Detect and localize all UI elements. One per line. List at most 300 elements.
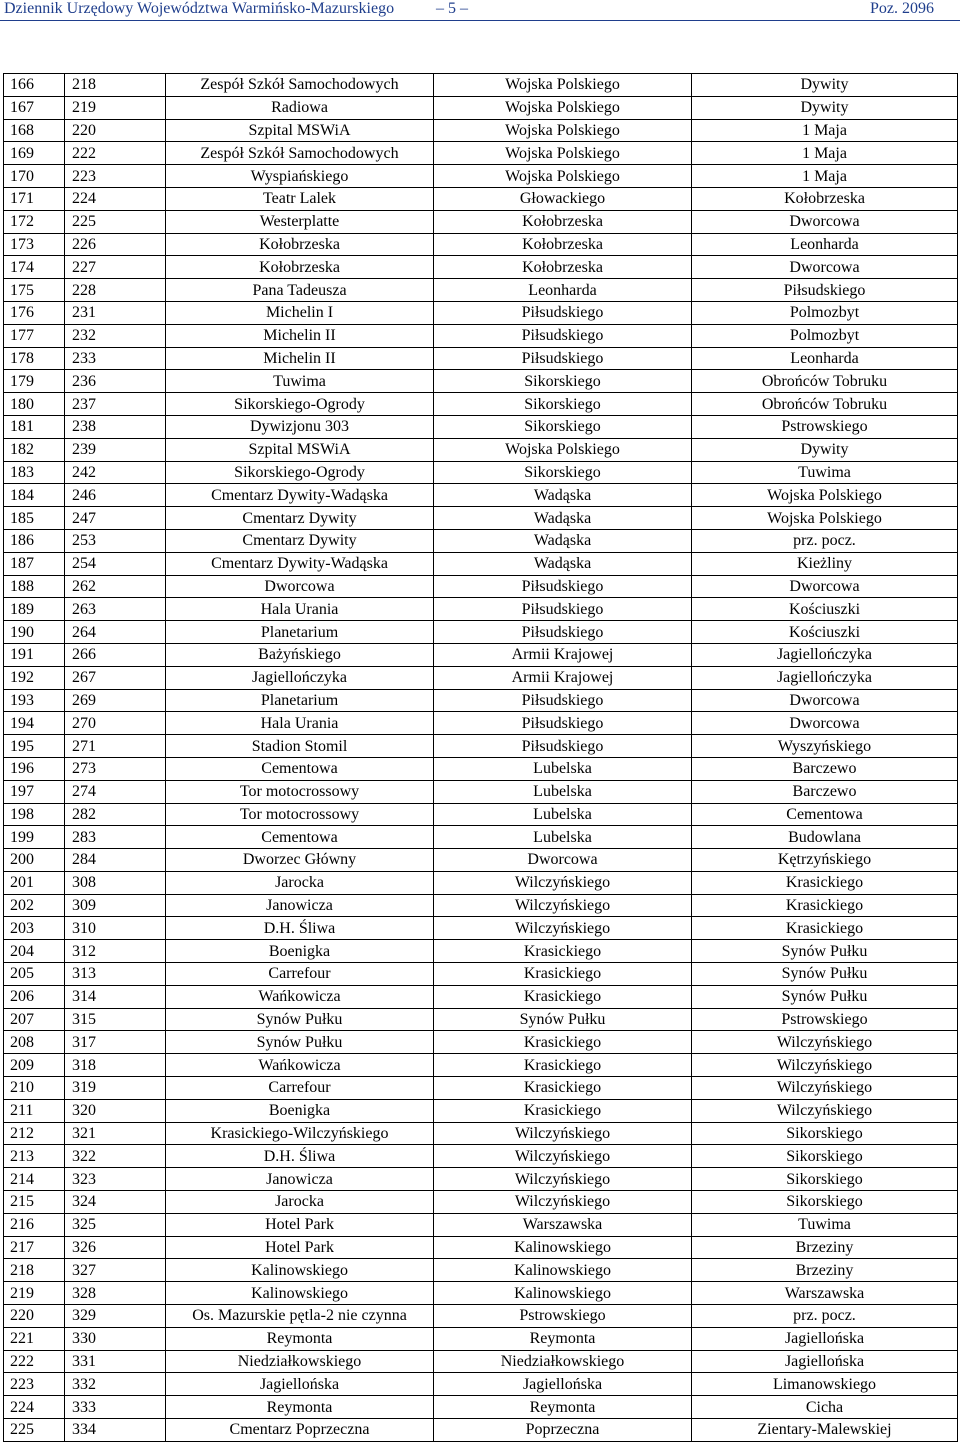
- cell-stop-name: Kalinowskiego: [166, 1282, 434, 1305]
- cell-direction: Dywity: [692, 74, 958, 97]
- table-row: [4, 803, 958, 826]
- cell-direction: Krasickiego: [692, 894, 958, 917]
- cell-street: Kołobrzeska: [434, 210, 692, 233]
- cell-stop-number: 333: [65, 1396, 166, 1419]
- cell-stop-number: 239: [65, 438, 166, 461]
- cell-row-number: 214: [4, 1168, 65, 1191]
- cell-direction: Sikorskiego: [692, 1168, 958, 1191]
- cell-direction: Budowlana: [692, 826, 958, 849]
- cell-street: Kalinowskiego: [434, 1259, 692, 1282]
- cell-row-number: 218: [4, 1259, 65, 1282]
- cell-row-number: 207: [4, 1008, 65, 1031]
- cell-direction: Obrońców Tobruku: [692, 370, 958, 393]
- table-row: [4, 1259, 958, 1282]
- cell-direction: Wojska Polskiego: [692, 507, 958, 530]
- cell-street: Piłsudskiego: [434, 575, 692, 598]
- cell-stop-name: Cementowa: [166, 757, 434, 780]
- cell-row-number: 203: [4, 917, 65, 940]
- cell-street: Sikorskiego: [434, 415, 692, 438]
- cell-street: Pstrowskiego: [434, 1305, 692, 1328]
- table-row: [4, 575, 958, 598]
- cell-street: Krasickiego: [434, 1077, 692, 1100]
- cell-street: Armii Krajowej: [434, 666, 692, 689]
- cell-stop-name: Cmentarz Dywity: [166, 507, 434, 530]
- cell-row-number: 199: [4, 826, 65, 849]
- cell-stop-number: 238: [65, 415, 166, 438]
- cell-row-number: 223: [4, 1373, 65, 1396]
- cell-direction: Leonharda: [692, 233, 958, 256]
- cell-stop-name: Sikorskiego-Ogrody: [166, 461, 434, 484]
- cell-row-number: 222: [4, 1350, 65, 1373]
- table-row: [4, 1122, 958, 1145]
- cell-direction: Jagiellończyka: [692, 666, 958, 689]
- stops-table-body: [4, 74, 958, 1442]
- cell-direction: Dywity: [692, 96, 958, 119]
- cell-stop-name: Cmentarz Dywity: [166, 529, 434, 552]
- page-header: [0, 0, 960, 20]
- cell-street: Piłsudskiego: [434, 598, 692, 621]
- cell-street: Wojska Polskiego: [434, 165, 692, 188]
- cell-row-number: 187: [4, 552, 65, 575]
- cell-street: Głowackiego: [434, 187, 692, 210]
- cell-stop-name: Synów Pułku: [166, 1008, 434, 1031]
- cell-row-number: 204: [4, 940, 65, 963]
- cell-stop-name: Hala Urania: [166, 598, 434, 621]
- cell-stop-number: 324: [65, 1191, 166, 1214]
- table-row: [4, 165, 958, 188]
- table-row: [4, 415, 958, 438]
- cell-stop-number: 321: [65, 1122, 166, 1145]
- cell-street: Jagiellońska: [434, 1373, 692, 1396]
- cell-stop-name: Janowicza: [166, 1168, 434, 1191]
- cell-street: Piłsudskiego: [434, 347, 692, 370]
- table-row: [4, 712, 958, 735]
- cell-street: Krasickiego: [434, 940, 692, 963]
- cell-stop-name: Zespół Szkół Samochodowych: [166, 74, 434, 97]
- cell-row-number: 183: [4, 461, 65, 484]
- table-row: [4, 1008, 958, 1031]
- cell-stop-name: Kołobrzeska: [166, 233, 434, 256]
- table-row: [4, 1327, 958, 1350]
- cell-stop-name: Jarocka: [166, 871, 434, 894]
- table-row: [4, 849, 958, 872]
- cell-stop-name: Reymonta: [166, 1396, 434, 1419]
- cell-stop-number: 331: [65, 1350, 166, 1373]
- cell-street: Kalinowskiego: [434, 1282, 692, 1305]
- cell-street: Armii Krajowej: [434, 643, 692, 666]
- cell-direction: Zientary-Malewskiej: [692, 1419, 958, 1442]
- cell-stop-name: Dworzec Główny: [166, 849, 434, 872]
- cell-stop-name: Cmentarz Poprzeczna: [166, 1419, 434, 1442]
- cell-direction: Synów Pułku: [692, 963, 958, 986]
- table-row: [4, 666, 958, 689]
- cell-street: Warszawska: [434, 1213, 692, 1236]
- cell-row-number: 196: [4, 757, 65, 780]
- cell-street: Lubelska: [434, 757, 692, 780]
- cell-street: Wadąska: [434, 484, 692, 507]
- cell-street: Piłsudskiego: [434, 301, 692, 324]
- table-row: [4, 757, 958, 780]
- cell-direction: prz. pocz.: [692, 529, 958, 552]
- cell-stop-number: 266: [65, 643, 166, 666]
- cell-street: Poprzeczna: [434, 1419, 692, 1442]
- table-row: [4, 187, 958, 210]
- cell-direction: Wyszyńskiego: [692, 735, 958, 758]
- cell-stop-number: 320: [65, 1099, 166, 1122]
- cell-street: Wojska Polskiego: [434, 119, 692, 142]
- table-row: [4, 1282, 958, 1305]
- cell-row-number: 212: [4, 1122, 65, 1145]
- cell-stop-name: Hala Urania: [166, 712, 434, 735]
- table-row: [4, 279, 958, 302]
- stops-table: [3, 73, 958, 1442]
- cell-street: Kalinowskiego: [434, 1236, 692, 1259]
- cell-stop-number: 273: [65, 757, 166, 780]
- position-number: Poz. 2096: [870, 0, 934, 17]
- cell-direction: Synów Pułku: [692, 985, 958, 1008]
- table-row: [4, 735, 958, 758]
- cell-direction: Kołobrzeska: [692, 187, 958, 210]
- table-row: [4, 96, 958, 119]
- cell-street: Leonharda: [434, 279, 692, 302]
- cell-direction: Dworcowa: [692, 210, 958, 233]
- cell-stop-number: 227: [65, 256, 166, 279]
- table-row: [4, 1305, 958, 1328]
- table-row: [4, 1373, 958, 1396]
- cell-stop-number: 269: [65, 689, 166, 712]
- cell-row-number: 205: [4, 963, 65, 986]
- cell-row-number: 185: [4, 507, 65, 530]
- table-row: [4, 1145, 958, 1168]
- cell-stop-number: 219: [65, 96, 166, 119]
- cell-street: Wadąska: [434, 552, 692, 575]
- cell-stop-number: 326: [65, 1236, 166, 1259]
- cell-stop-name: Stadion Stomil: [166, 735, 434, 758]
- cell-stop-name: Zespół Szkół Samochodowych: [166, 142, 434, 165]
- cell-stop-name: Boenigka: [166, 940, 434, 963]
- cell-street: Piłsudskiego: [434, 324, 692, 347]
- cell-stop-name: Carrefour: [166, 963, 434, 986]
- table-row: [4, 963, 958, 986]
- cell-row-number: 200: [4, 849, 65, 872]
- cell-row-number: 192: [4, 666, 65, 689]
- cell-row-number: 210: [4, 1077, 65, 1100]
- cell-stop-number: 267: [65, 666, 166, 689]
- cell-row-number: 216: [4, 1213, 65, 1236]
- cell-stop-number: 228: [65, 279, 166, 302]
- cell-stop-name: Tor motocrossowy: [166, 803, 434, 826]
- cell-stop-number: 319: [65, 1077, 166, 1100]
- cell-street: Piłsudskiego: [434, 712, 692, 735]
- table-row: [4, 507, 958, 530]
- cell-direction: Barczewo: [692, 757, 958, 780]
- table-row: [4, 894, 958, 917]
- cell-stop-number: 232: [65, 324, 166, 347]
- cell-direction: 1 Maja: [692, 142, 958, 165]
- cell-stop-name: Bażyńskiego: [166, 643, 434, 666]
- cell-street: Wadąska: [434, 507, 692, 530]
- cell-street: Wilczyńskiego: [434, 871, 692, 894]
- cell-direction: Wilczyńskiego: [692, 1077, 958, 1100]
- cell-street: Wojska Polskiego: [434, 74, 692, 97]
- cell-street: Wilczyńskiego: [434, 894, 692, 917]
- cell-stop-name: Cmentarz Dywity-Wadąska: [166, 484, 434, 507]
- cell-direction: Synów Pułku: [692, 940, 958, 963]
- cell-street: Sikorskiego: [434, 393, 692, 416]
- cell-row-number: 190: [4, 621, 65, 644]
- table-row: [4, 210, 958, 233]
- cell-stop-name: Kalinowskiego: [166, 1259, 434, 1282]
- journal-title: Dziennik Urzędowy Województwa Warmińsko-Mazurskiego: [4, 0, 395, 17]
- cell-row-number: 181: [4, 415, 65, 438]
- cell-stop-number: 322: [65, 1145, 166, 1168]
- cell-row-number: 176: [4, 301, 65, 324]
- cell-stop-name: Hotel Park: [166, 1213, 434, 1236]
- cell-direction: Tuwima: [692, 1213, 958, 1236]
- table-row: [4, 1099, 958, 1122]
- cell-stop-name: Radiowa: [166, 96, 434, 119]
- cell-direction: Polmozbyt: [692, 301, 958, 324]
- cell-row-number: 180: [4, 393, 65, 416]
- cell-stop-number: 323: [65, 1168, 166, 1191]
- cell-row-number: 198: [4, 803, 65, 826]
- table-row: [4, 552, 958, 575]
- cell-stop-name: Michelin I: [166, 301, 434, 324]
- cell-stop-name: Tuwima: [166, 370, 434, 393]
- cell-stop-number: 242: [65, 461, 166, 484]
- cell-street: Dworcowa: [434, 849, 692, 872]
- cell-stop-name: Cmentarz Dywity-Wadąska: [166, 552, 434, 575]
- cell-row-number: 167: [4, 96, 65, 119]
- cell-row-number: 174: [4, 256, 65, 279]
- cell-stop-number: 218: [65, 74, 166, 97]
- cell-stop-number: 312: [65, 940, 166, 963]
- cell-direction: Krasickiego: [692, 917, 958, 940]
- cell-row-number: 178: [4, 347, 65, 370]
- cell-stop-name: Janowicza: [166, 894, 434, 917]
- cell-stop-name: Michelin II: [166, 324, 434, 347]
- cell-direction: Obrońców Tobruku: [692, 393, 958, 416]
- cell-stop-number: 329: [65, 1305, 166, 1328]
- table-row: [4, 1077, 958, 1100]
- cell-street: Piłsudskiego: [434, 689, 692, 712]
- cell-street: Wilczyńskiego: [434, 917, 692, 940]
- table-row: [4, 917, 958, 940]
- cell-stop-number: 315: [65, 1008, 166, 1031]
- table-row: [4, 780, 958, 803]
- cell-stop-name: Wyspiańskiego: [166, 165, 434, 188]
- cell-row-number: 171: [4, 187, 65, 210]
- cell-direction: Kościuszki: [692, 621, 958, 644]
- cell-street: Kołobrzeska: [434, 233, 692, 256]
- cell-direction: Brzeziny: [692, 1236, 958, 1259]
- cell-direction: Jagiellońska: [692, 1350, 958, 1373]
- cell-street: Wojska Polskiego: [434, 142, 692, 165]
- cell-stop-name: Pana Tadeusza: [166, 279, 434, 302]
- cell-stop-name: Michelin II: [166, 347, 434, 370]
- cell-stop-number: 225: [65, 210, 166, 233]
- cell-direction: Jagiellońska: [692, 1327, 958, 1350]
- cell-street: Kołobrzeska: [434, 256, 692, 279]
- cell-direction: Limanowskiego: [692, 1373, 958, 1396]
- cell-stop-number: 262: [65, 575, 166, 598]
- cell-stop-number: 332: [65, 1373, 166, 1396]
- table-row: [4, 1236, 958, 1259]
- cell-row-number: 177: [4, 324, 65, 347]
- cell-stop-name: Wańkowicza: [166, 985, 434, 1008]
- cell-direction: Wilczyńskiego: [692, 1031, 958, 1054]
- table-row: [4, 529, 958, 552]
- cell-direction: 1 Maja: [692, 165, 958, 188]
- cell-stop-name: Dywizjonu 303: [166, 415, 434, 438]
- cell-direction: 1 Maja: [692, 119, 958, 142]
- cell-stop-name: Szpital MSWiA: [166, 119, 434, 142]
- table-row: [4, 233, 958, 256]
- cell-stop-number: 222: [65, 142, 166, 165]
- cell-street: Wadąska: [434, 529, 692, 552]
- cell-row-number: 184: [4, 484, 65, 507]
- cell-stop-number: 246: [65, 484, 166, 507]
- cell-direction: Dywity: [692, 438, 958, 461]
- table-row: [4, 621, 958, 644]
- cell-stop-name: Tor motocrossowy: [166, 780, 434, 803]
- cell-stop-number: 271: [65, 735, 166, 758]
- cell-stop-name: Wańkowicza: [166, 1054, 434, 1077]
- cell-stop-name: Reymonta: [166, 1327, 434, 1350]
- table-row: [4, 370, 958, 393]
- cell-stop-name: Dworcowa: [166, 575, 434, 598]
- cell-row-number: 208: [4, 1031, 65, 1054]
- cell-direction: Krasickiego: [692, 871, 958, 894]
- cell-row-number: 215: [4, 1191, 65, 1214]
- cell-street: Lubelska: [434, 780, 692, 803]
- table-row: [4, 1054, 958, 1077]
- cell-direction: Dworcowa: [692, 256, 958, 279]
- cell-stop-number: 318: [65, 1054, 166, 1077]
- cell-row-number: 201: [4, 871, 65, 894]
- table-row: [4, 142, 958, 165]
- cell-street: Piłsudskiego: [434, 735, 692, 758]
- cell-stop-name: Teatr Lalek: [166, 187, 434, 210]
- cell-street: Piłsudskiego: [434, 621, 692, 644]
- page-number: – 5 –: [436, 0, 468, 17]
- cell-stop-number: 317: [65, 1031, 166, 1054]
- cell-stop-number: 327: [65, 1259, 166, 1282]
- cell-stop-number: 330: [65, 1327, 166, 1350]
- cell-direction: Kościuszki: [692, 598, 958, 621]
- cell-stop-name: Sikorskiego-Ogrody: [166, 393, 434, 416]
- cell-row-number: 186: [4, 529, 65, 552]
- cell-direction: Dworcowa: [692, 712, 958, 735]
- cell-stop-name: Synów Pułku: [166, 1031, 434, 1054]
- cell-row-number: 220: [4, 1305, 65, 1328]
- cell-row-number: 221: [4, 1327, 65, 1350]
- cell-direction: Sikorskiego: [692, 1122, 958, 1145]
- cell-direction: Kętrzyńskiego: [692, 849, 958, 872]
- cell-stop-number: 254: [65, 552, 166, 575]
- table-row: [4, 119, 958, 142]
- cell-street: Krasickiego: [434, 985, 692, 1008]
- table-row: [4, 324, 958, 347]
- cell-street: Wilczyńskiego: [434, 1122, 692, 1145]
- cell-stop-name: Westerplatte: [166, 210, 434, 233]
- cell-stop-number: 325: [65, 1213, 166, 1236]
- cell-stop-number: 237: [65, 393, 166, 416]
- table-row: [4, 393, 958, 416]
- cell-direction: Cementowa: [692, 803, 958, 826]
- cell-street: Niedziałkowskiego: [434, 1350, 692, 1373]
- cell-row-number: 209: [4, 1054, 65, 1077]
- cell-stop-name: Carrefour: [166, 1077, 434, 1100]
- cell-stop-name: Niedziałkowskiego: [166, 1350, 434, 1373]
- cell-row-number: 219: [4, 1282, 65, 1305]
- table-row: [4, 484, 958, 507]
- cell-street: Wojska Polskiego: [434, 438, 692, 461]
- cell-stop-number: 236: [65, 370, 166, 393]
- table-row: [4, 985, 958, 1008]
- cell-row-number: 175: [4, 279, 65, 302]
- cell-stop-name: D.H. Śliwa: [166, 917, 434, 940]
- cell-direction: Jagiellończyka: [692, 643, 958, 666]
- cell-row-number: 169: [4, 142, 65, 165]
- cell-stop-number: 220: [65, 119, 166, 142]
- cell-stop-name: Kołobrzeska: [166, 256, 434, 279]
- cell-street: Krasickiego: [434, 963, 692, 986]
- table-row: [4, 438, 958, 461]
- cell-street: Reymonta: [434, 1327, 692, 1350]
- cell-stop-number: 270: [65, 712, 166, 735]
- cell-row-number: 188: [4, 575, 65, 598]
- cell-row-number: 191: [4, 643, 65, 666]
- cell-direction: Tuwima: [692, 461, 958, 484]
- cell-stop-number: 274: [65, 780, 166, 803]
- table-row: [4, 598, 958, 621]
- cell-row-number: 182: [4, 438, 65, 461]
- cell-direction: Dworcowa: [692, 689, 958, 712]
- table-row: [4, 871, 958, 894]
- cell-street: Krasickiego: [434, 1099, 692, 1122]
- table-row: [4, 1213, 958, 1236]
- cell-street: Reymonta: [434, 1396, 692, 1419]
- table-row: [4, 1031, 958, 1054]
- cell-stop-number: 314: [65, 985, 166, 1008]
- table-row: [4, 461, 958, 484]
- cell-street: Wilczyńskiego: [434, 1168, 692, 1191]
- cell-direction: Pstrowskiego: [692, 1008, 958, 1031]
- cell-stop-name: Jagiellońska: [166, 1373, 434, 1396]
- table-row: [4, 256, 958, 279]
- cell-street: Krasickiego: [434, 1054, 692, 1077]
- table-row: [4, 689, 958, 712]
- cell-direction: Sikorskiego: [692, 1191, 958, 1214]
- cell-direction: Polmozbyt: [692, 324, 958, 347]
- cell-stop-number: 282: [65, 803, 166, 826]
- cell-stop-number: 226: [65, 233, 166, 256]
- cell-street: Lubelska: [434, 826, 692, 849]
- table-row: [4, 643, 958, 666]
- cell-stop-number: 264: [65, 621, 166, 644]
- cell-row-number: 166: [4, 74, 65, 97]
- cell-direction: Leonharda: [692, 347, 958, 370]
- cell-stop-number: 334: [65, 1419, 166, 1442]
- cell-row-number: 189: [4, 598, 65, 621]
- cell-stop-name: Planetarium: [166, 689, 434, 712]
- cell-stop-number: 328: [65, 1282, 166, 1305]
- cell-stop-name: Jagiellończyka: [166, 666, 434, 689]
- table-row: [4, 74, 958, 97]
- cell-stop-name: Hotel Park: [166, 1236, 434, 1259]
- cell-stop-name: Cementowa: [166, 826, 434, 849]
